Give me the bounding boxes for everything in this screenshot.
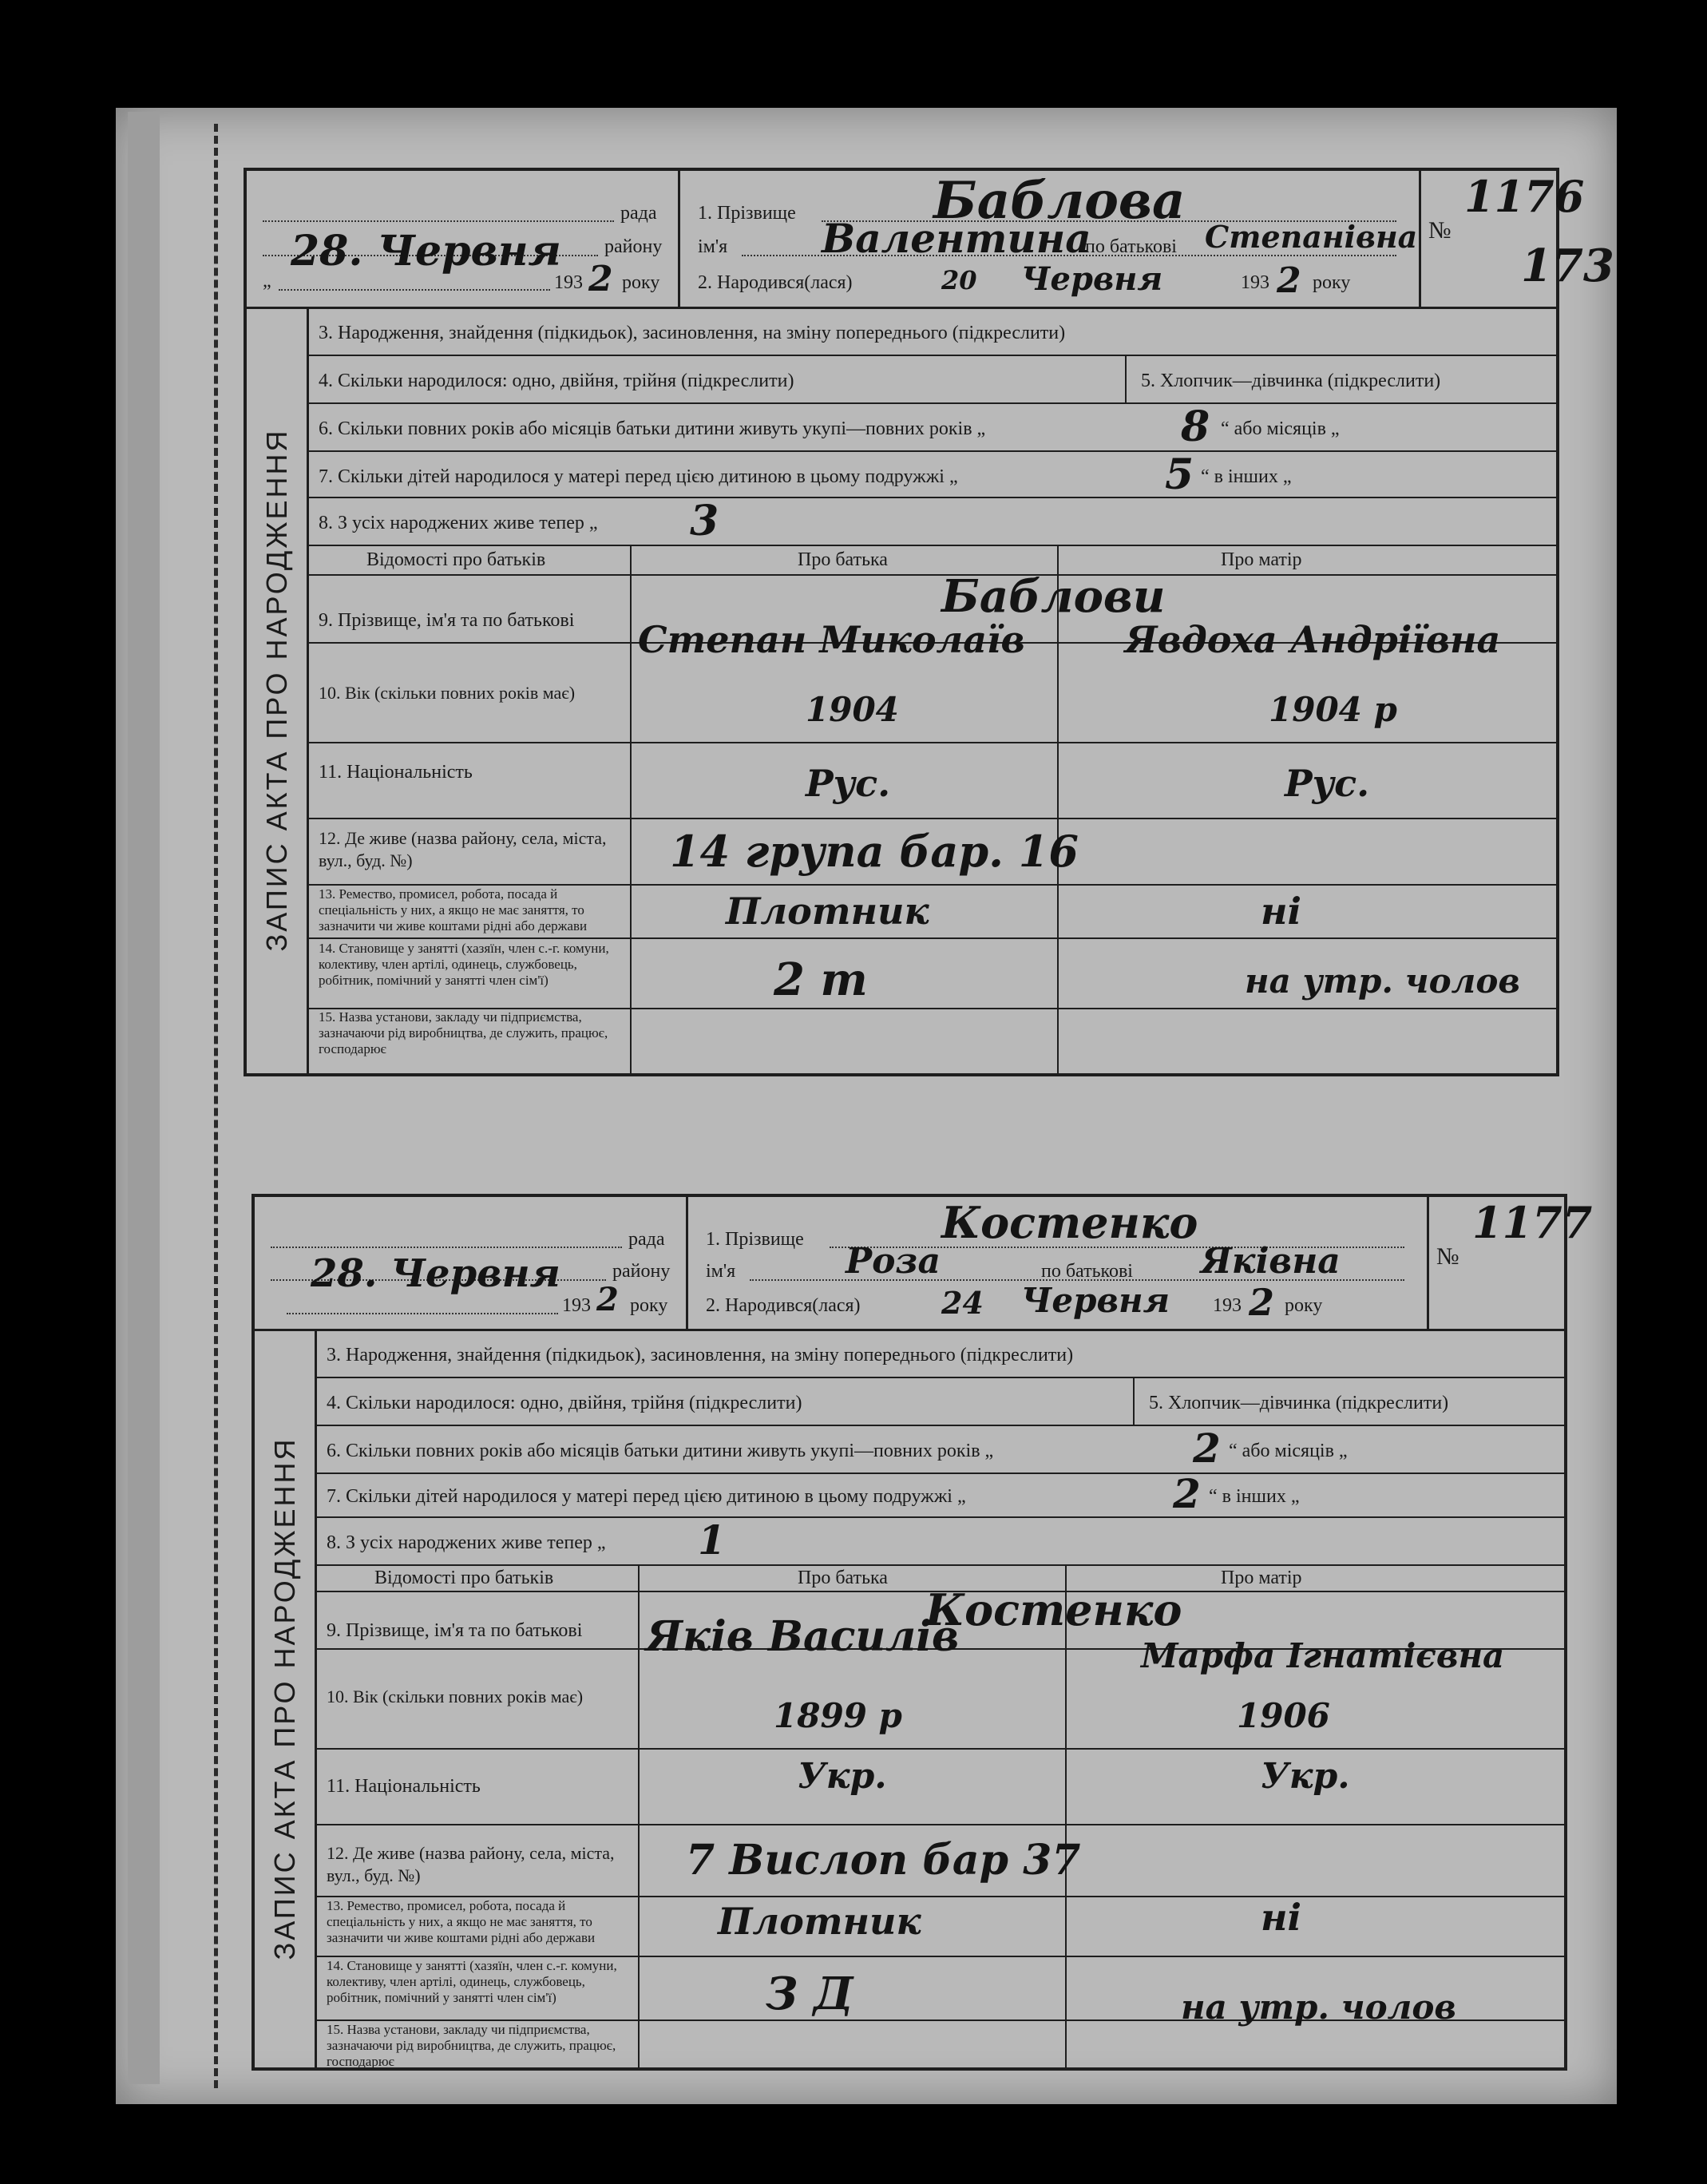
child-surname: Костенко xyxy=(941,1197,1198,1248)
row-7b-label: “ в інших „ xyxy=(1209,1486,1300,1507)
perforation-line xyxy=(214,124,218,2088)
father-nationality: Укр. xyxy=(798,1756,887,1797)
child-name: Валентина xyxy=(822,215,1091,262)
record-number: 1177 xyxy=(1472,1197,1593,1248)
r15-label: 15. Назва установи, закладу чи підприємства, зазначаючи рід виробництва, де служить, працює, господарює xyxy=(327,2022,616,2069)
page-edge xyxy=(128,112,160,2084)
father-header: Про батька xyxy=(798,1568,888,1588)
born-day: 24 xyxy=(941,1285,984,1321)
patronymic-label: по батькові xyxy=(1085,236,1177,257)
mother-header: Про матір xyxy=(1221,1568,1302,1588)
father-surname: Баблови xyxy=(941,570,1166,623)
row-7b-label: “ в інших „ xyxy=(1201,466,1292,487)
mother-name: Марфа Ігнатієвна xyxy=(1141,1636,1505,1675)
side-title: ЗАПИС АКТА ПРО НАРОДЖЕННЯ xyxy=(267,1436,301,1960)
year-label: року xyxy=(630,1295,668,1316)
r15-label: 15. Назва установи, закладу чи підприємства, зазначаючи рід виробництва, де служить, працює, господарює xyxy=(319,1009,608,1056)
father-status: 2 т xyxy=(774,953,868,1006)
born-year-digit: 2 xyxy=(1249,1281,1275,1324)
rada-label: рада xyxy=(628,1229,665,1250)
name-label: ім'я xyxy=(706,1261,736,1282)
side-title: ЗАПИС АКТА ПРО НАРОДЖЕННЯ xyxy=(259,428,293,952)
father-status: З Д xyxy=(766,1968,854,2020)
r10-label: 10. Вік (скільки повних років має) xyxy=(319,683,576,703)
quote-mark: „ xyxy=(263,271,271,291)
registration-year-digit: 2 xyxy=(588,259,613,299)
children-before: 2 xyxy=(1173,1470,1201,1517)
record-number: 1176 xyxy=(1464,171,1585,222)
row-7-label: 7. Скільки дітей народилося у матері перед цією дитиною в цьому подружжі „ xyxy=(319,466,958,487)
side-title-box xyxy=(255,1329,317,2067)
mother-nationality: Рус. xyxy=(1285,762,1370,805)
born-year-label: року xyxy=(1313,272,1351,293)
children-before: 5 xyxy=(1165,450,1194,499)
mother-status: на утр. чолов xyxy=(1181,1988,1457,2027)
registration-year-digit: 2 xyxy=(596,1281,619,1318)
row-6-label: 6. Скільки повних років або місяців батьки дитини живуть укупі—повних років „ xyxy=(319,418,986,439)
born-label: 2. Народився(лася) xyxy=(706,1295,861,1316)
r10-label: 10. Вік (скільки повних років має) xyxy=(327,1687,584,1706)
row-5-label: 5. Хлопчик—дівчинка (підкреслити) xyxy=(1149,1393,1449,1413)
r11-label: 11. Національність xyxy=(319,762,473,783)
mother-header: Про матір xyxy=(1221,549,1302,570)
row-5-label: 5. Хлопчик—дівчинка (підкреслити) xyxy=(1141,371,1441,391)
year-prefix: 193 xyxy=(554,272,583,293)
r13-label: 13. Ремество, промисел, робота, посада й спеціальність у них, а якщо не має заняття, то зазначити чи живе коштами рідні або держави xyxy=(319,886,588,933)
born-year-prefix: 193 xyxy=(1213,1295,1242,1316)
surname-label: 1. Прізвище xyxy=(698,203,796,224)
born-month: Червня xyxy=(1021,260,1163,298)
born-year-label: року xyxy=(1285,1295,1323,1316)
row-4-label: 4. Скільки народилося: одно, двійня, трійня (підкреслити) xyxy=(319,371,794,391)
row-6-label: 6. Скільки повних років або місяців батьки дитини живуть укупі—повних років „ xyxy=(327,1441,994,1461)
father-name: Степан Миколаїв xyxy=(638,618,1025,661)
born-year-digit: 2 xyxy=(1277,260,1301,301)
name-label: ім'я xyxy=(698,236,728,257)
year-prefix: 193 xyxy=(562,1295,591,1316)
father-name: Яків Василів xyxy=(646,1612,960,1661)
mother-status: на утр. чолов xyxy=(1245,961,1521,1001)
mother-occupation: ні xyxy=(1261,890,1302,933)
birth-record-2 xyxy=(251,1194,1593,2071)
father-nationality: Рус. xyxy=(806,762,891,805)
alive-count: 1 xyxy=(698,1516,726,1564)
surname-label: 1. Прізвище xyxy=(706,1229,804,1250)
father-occupation: Плотник xyxy=(726,890,929,933)
rada-label: рада xyxy=(620,203,657,224)
row-6b-label: “ або місяців „ xyxy=(1221,418,1340,439)
born-label: 2. Народився(лася) xyxy=(698,272,853,293)
born-year-prefix: 193 xyxy=(1241,272,1269,293)
address: 14 група бар. 16 xyxy=(670,826,1079,877)
mother-name: Явдоха Андріївна xyxy=(1125,618,1501,661)
registration-date: 28. Червня xyxy=(291,227,561,275)
raion-label: району xyxy=(612,1261,671,1282)
parents-header: Відомості про батьків xyxy=(366,549,546,570)
mother-nationality: Укр. xyxy=(1261,1756,1350,1797)
child-surname: Баблова xyxy=(933,171,1186,231)
years-together: 8 xyxy=(1181,402,1210,451)
number-label: № xyxy=(1428,217,1452,244)
r9-label: 9. Прізвище, ім'я та по батькові xyxy=(327,1620,583,1641)
registration-date: 28. Червня xyxy=(311,1251,560,1296)
row-4-label: 4. Скільки народилося: одно, двійня, трійня (підкреслити) xyxy=(327,1393,802,1413)
r9-label: 9. Прізвище, ім'я та по батькові xyxy=(319,610,575,631)
father-header: Про батька xyxy=(798,549,888,570)
r12-label: 12. Де живе (назва району, села, міста, вул., буд. №) xyxy=(319,828,607,870)
father-age: 1899 р xyxy=(774,1696,902,1735)
alive-count: 3 xyxy=(690,497,719,545)
born-month: Червня xyxy=(1021,1281,1170,1320)
patronymic-label: по батькові xyxy=(1041,1261,1133,1282)
father-age: 1904 xyxy=(806,690,899,729)
row-8-label: 8. З усіх народжених живе тепер „ xyxy=(327,1532,606,1553)
r11-label: 11. Національність xyxy=(327,1776,481,1797)
address: 7 Вислоп бар 37 xyxy=(686,1836,1081,1885)
r14-label: 14. Становище у занятті (хазяїн, член с.-г. комуни, колективу, член артілі, одинець, службовець, робітник, помічний у занятті член сім'ї) xyxy=(327,1958,617,2005)
number-label: № xyxy=(1436,1243,1459,1270)
r12-label: 12. Де живе (назва району, села, міста, вул., буд. №) xyxy=(327,1843,615,1885)
year-label: року xyxy=(622,272,660,293)
row-3-label: 3. Народження, знайдення (підкидьок), засиновлення, на зміну попереднього (підкреслити) xyxy=(319,323,1066,343)
mother-age: 1904 р xyxy=(1269,690,1397,729)
child-patronymic: Степанівна xyxy=(1205,219,1418,255)
mother-age: 1906 xyxy=(1237,1696,1330,1735)
mother-occupation: ні xyxy=(1261,1896,1302,1939)
raion-label: району xyxy=(604,236,663,257)
margin-note: 173 xyxy=(1521,240,1614,292)
years-together: 2 xyxy=(1193,1425,1221,1472)
born-day: 20 xyxy=(941,265,977,295)
child-patronymic: Яківна xyxy=(1201,1241,1341,1282)
child-name: Роза xyxy=(846,1241,941,1282)
row-7-label: 7. Скільки дітей народилося у матері перед цією дитиною в цьому подружжі „ xyxy=(327,1486,966,1507)
side-title-box xyxy=(247,307,309,1073)
row-6b-label: “ або місяців „ xyxy=(1229,1441,1348,1461)
father-occupation: Плотник xyxy=(718,1900,921,1943)
r13-label: 13. Ремество, промисел, робота, посада й спеціальність у них, а якщо не має заняття, то зазначити чи живе коштами рідні або держави xyxy=(327,1898,596,1945)
r14-label: 14. Становище у занятті (хазяїн, член с.-г. комуни, колективу, член артілі, одинець, службовець, робітник, помічний у занятті член сім'ї) xyxy=(319,941,609,988)
row-3-label: 3. Народження, знайдення (підкидьок), засиновлення, на зміну попереднього (підкреслити) xyxy=(327,1345,1074,1365)
parents-header: Відомості про батьків xyxy=(374,1568,554,1588)
father-surname: Костенко xyxy=(925,1584,1182,1635)
row-8-label: 8. З усіх народжених живе тепер „ xyxy=(319,513,598,533)
